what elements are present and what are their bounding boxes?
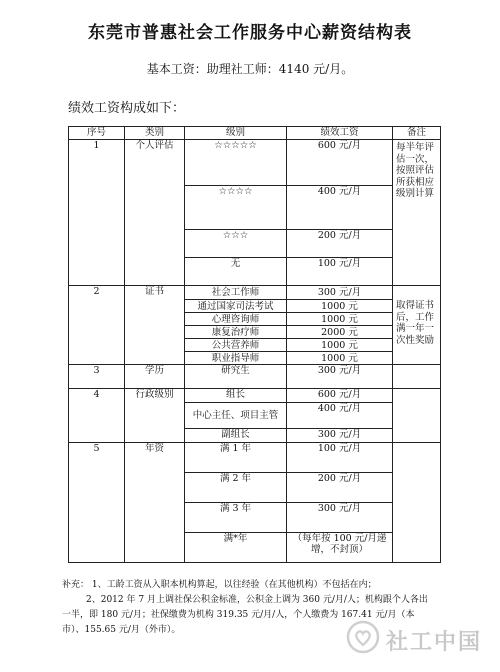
pay-cell: （每年按 100 元/月递增，不封顶） [287,533,393,563]
level-cell: 心理咨询师 [185,313,287,326]
pay-cell: 100 元/月 [287,258,393,286]
pay-cell: 600 元/月 [287,140,393,186]
note-line: 一半，即 180 元/月；社保缴费为机构 319.35 元/月/人，个人缴费为 167.41 元/月（本 [62,610,415,620]
level-cell: 无 [185,258,287,286]
table-row [69,286,441,300]
remark-cell: 取得证书后，工作满一年一次性奖励 [393,286,441,365]
group-category: 行政级别 [125,389,185,443]
salary-table [68,126,441,563]
pay-cell: 100 元/月 [287,443,393,473]
page-title: 东莞市普惠社会工作服务中心薪资结构表 [88,23,412,43]
group-category: 年资 [125,443,185,563]
pay-cell: 1000 元 [287,300,393,313]
remark-cell: 每半年评估一次，按照评估所获相应级别计算 [393,140,441,286]
pay-cell: 300 元/月 [287,429,393,443]
pay-cell: 1000 元 [287,339,393,352]
table-header-row [69,127,441,140]
pay-cell: 300 元/月 [287,365,393,389]
remark-cell [393,443,441,563]
pay-cell: 200 元/月 [287,473,393,503]
level-cell: 通过国家司法考试 [185,300,287,313]
header-remark: 备注 [393,127,441,140]
level-cell: ☆☆☆☆ [185,186,287,230]
pay-cell: 400 元/月 [287,186,393,230]
level-cell: 康复治疗师 [185,326,287,339]
table-row [69,389,441,403]
group-no: 2 [69,286,125,365]
header-pay: 绩效工资 [287,127,393,140]
group-no: 4 [69,389,125,443]
level-cell: ☆☆☆☆☆ [185,140,287,186]
pay-cell: 300 元/月 [287,503,393,533]
level-cell: 研究生 [185,365,287,389]
base-salary-line: 基本工资：助理社工师：4140 元/月。 [146,62,354,76]
pay-cell: 600 元/月 [287,389,393,403]
watermark [346,620,482,660]
heart-hands-logo-icon [346,620,386,660]
level-cell: 社会工作师 [185,286,287,300]
level-cell: 满 3 年 [185,503,287,533]
table-row [69,443,441,473]
level-cell: 中心主任、项目主管 [185,403,287,429]
level-cell: 副组长 [185,429,287,443]
header-level: 级别 [185,127,287,140]
pay-cell: 400 元/月 [287,403,393,429]
performance-heading: 绩效工资构成如下： [68,101,186,116]
table-row [69,365,441,389]
note-line: 2、2012 年 7 月上调社保公积金标准，公积金上调为 360 元/月/人；机构跟个人各出 [86,595,428,605]
level-cell: 组长 [185,389,287,403]
group-no: 1 [69,140,125,286]
pay-cell: 1000 元 [287,313,393,326]
pay-cell: 2000 元 [287,326,393,339]
pay-cell: 200 元/月 [287,230,393,258]
remark-cell [393,389,441,443]
level-cell: 满 1 年 [185,443,287,473]
header-no: 序号 [69,127,125,140]
level-cell: 公共营养师 [185,339,287,352]
pay-cell: 300 元/月 [287,286,393,300]
group-category: 学历 [125,365,185,389]
level-cell: 职业指导师 [185,352,287,365]
group-category: 个人评估 [125,140,185,286]
header-category: 类别 [125,127,185,140]
group-no: 3 [69,365,125,389]
table-row [69,140,441,186]
level-cell: 满*年 [185,533,287,563]
note-line: 补充： 1、工龄工资从入职本机构算起，以往经验（在其他机构）不包括在内； [62,580,377,590]
pay-cell: 1000 元 [287,352,393,365]
group-no: 5 [69,443,125,563]
level-cell: ☆☆☆ [185,230,287,258]
group-category: 证书 [125,286,185,365]
remark-cell [393,365,441,389]
watermark-text: 社工中国 [385,629,482,655]
level-cell: 满 2 年 [185,473,287,503]
note-line: 市）、155.65 元/月（外市）。 [62,625,181,635]
